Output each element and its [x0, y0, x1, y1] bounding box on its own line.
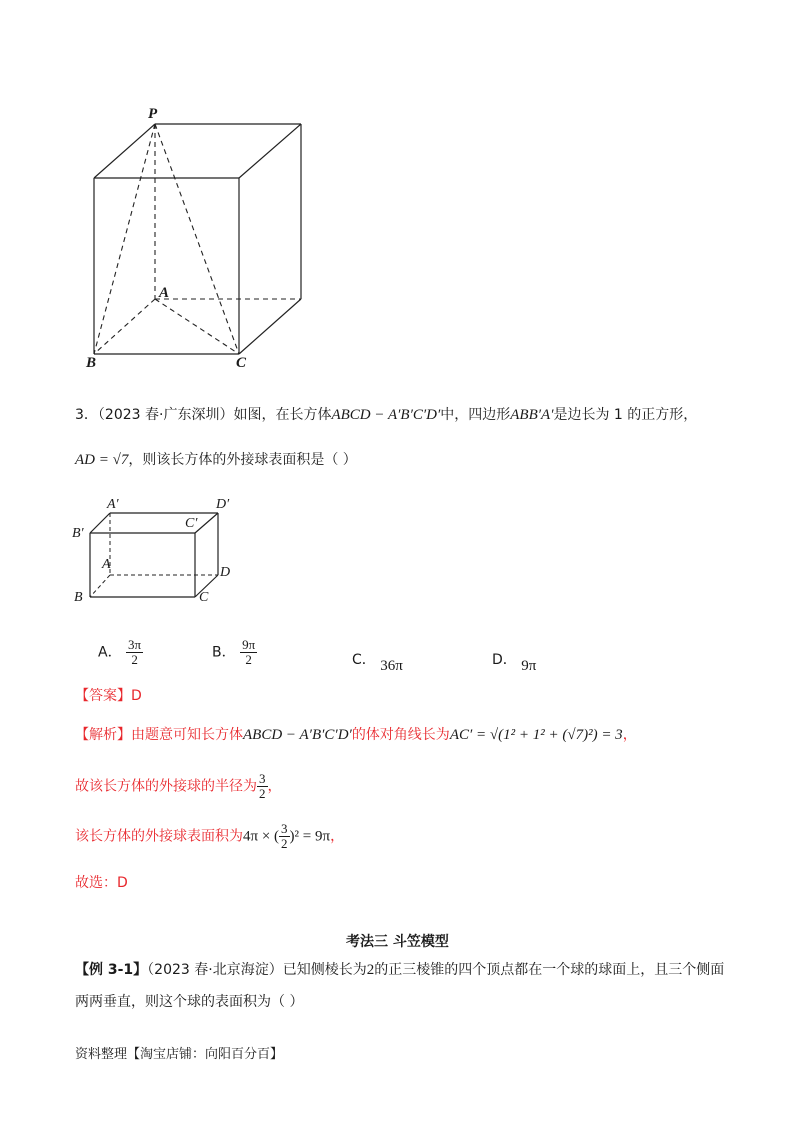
option-a[interactable]	[98, 638, 143, 667]
example-line1	[75, 960, 724, 980]
analysis-line4	[75, 873, 128, 893]
question-tail: 是边长为 1 的正方形，	[553, 407, 698, 423]
question-3-line1	[75, 405, 697, 425]
analysis-line1	[75, 725, 637, 745]
answer-value: D	[131, 688, 142, 704]
analysis-text: 故该长方体的外接球的半径为	[75, 778, 257, 795]
answer-label: 【答案】	[75, 688, 131, 704]
analysis-punct: ，	[622, 727, 637, 743]
section-title: 考法三 斗笠模型	[346, 934, 449, 950]
vertex-label-a2: A	[102, 557, 111, 572]
analysis-label: 【解析】	[75, 727, 131, 743]
vertex-label-a-prime: A′	[107, 497, 119, 512]
example-label: 【例 3-1】	[75, 962, 148, 978]
option-d[interactable]	[492, 650, 537, 674]
question-mid: 中，四边形	[440, 407, 511, 423]
analysis-solid: ABCD − A′B′C′D′	[243, 727, 352, 743]
option-d-value: 9π	[521, 658, 537, 674]
question-number: 3．	[75, 407, 98, 423]
vertex-label-p: P	[148, 106, 158, 122]
edge-length-value: 2	[366, 962, 375, 978]
question-text: ，则该长方体的外接球表面积是（ ）	[128, 452, 357, 468]
area-fraction: $\frac{3}{2}$	[281, 821, 288, 851]
analysis-punct: ，	[267, 778, 282, 795]
option-c-key: C．	[352, 652, 376, 668]
analysis-line2	[75, 772, 282, 801]
question-source: （2023 春·广东深圳）如图，在长方体	[97, 407, 332, 423]
analysis-conclusion: 故选：D	[75, 875, 128, 891]
answer-line	[75, 686, 142, 706]
analysis-punct: ，	[330, 828, 345, 845]
vertex-label-b2: B	[74, 590, 83, 605]
vertex-label-d2: D	[220, 565, 231, 580]
example-text: 两两垂直，则这个球的表面积为（ ）	[75, 994, 304, 1010]
solid-name: ABCD − A′B′C′D′	[331, 407, 441, 423]
vertex-label-d-prime: D′	[216, 497, 230, 512]
vertex-label-c2: C	[199, 590, 209, 605]
ad-equation: AD = √7	[75, 452, 129, 468]
vertex-label-b: B	[86, 355, 97, 371]
example-text: 的正三棱锥的四个顶点都在一个球的球面上，且三个侧面	[374, 962, 725, 978]
question-3-line2	[75, 450, 357, 470]
vertex-label-b-prime: B′	[72, 526, 84, 541]
analysis-text: 的体对角线长为	[351, 727, 450, 743]
analysis-line3	[75, 822, 344, 851]
option-d-key: D．	[492, 652, 517, 668]
option-b[interactable]	[212, 638, 257, 667]
vertex-label-c: C	[236, 355, 247, 371]
vertex-label-c-prime: C′	[185, 516, 198, 531]
option-a-key: A．	[98, 644, 122, 661]
option-b-fraction: $\frac{9\pi}{2}$	[242, 637, 256, 667]
example-line2	[75, 992, 303, 1012]
radius-fraction: $\frac{3}{2}$	[259, 771, 266, 801]
option-a-fraction: $\frac{3\pi}{2}$	[128, 637, 142, 667]
example-text: （2023 春·北京海淀）已知侧棱长为	[147, 962, 367, 978]
analysis-text: 由题意可知长方体	[131, 727, 243, 743]
cube-pyramid-figure	[80, 105, 320, 375]
diagonal-formula: AC′ = √(1² + 1² + (√7)²) = 3	[449, 727, 623, 743]
option-b-key: B．	[212, 644, 236, 661]
option-c-value: 36π	[380, 658, 403, 674]
vertex-label-a: A	[159, 285, 170, 301]
analysis-text: 该长方体的外接球表面积为	[75, 828, 243, 845]
footer-note: 资料整理【淘宝店铺：向阳百分百】	[75, 1047, 284, 1062]
area-formula-part: 4π × (	[243, 828, 280, 845]
area-formula-part: )² = 9π	[289, 828, 331, 845]
option-c[interactable]	[352, 650, 403, 674]
face-name: ABB′A′	[510, 407, 554, 423]
box-figure	[80, 500, 240, 610]
